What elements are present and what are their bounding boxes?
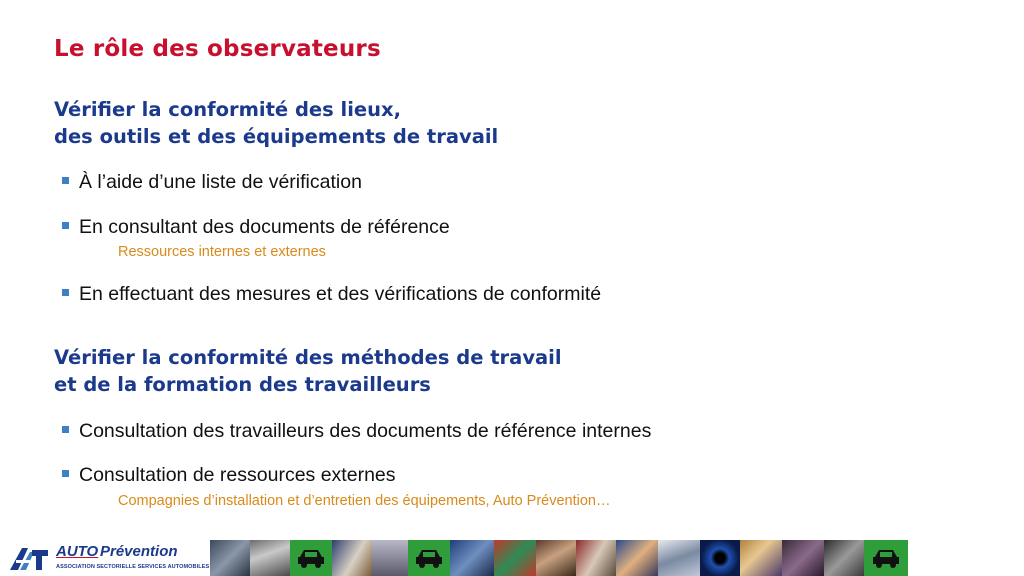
- car-icon: [871, 547, 901, 569]
- slide-title: Le rôle des observateurs: [54, 36, 381, 62]
- bullet-item: [62, 171, 362, 194]
- bullet-note: Ressources internes et externes: [118, 244, 326, 260]
- car-icon-tile: [864, 540, 908, 576]
- bullet-square-icon: [62, 222, 69, 229]
- car-icon-tile: [408, 540, 450, 576]
- bullet-text: En effectuant des mesures et des vérifications de conformité: [79, 283, 602, 305]
- tire-photo: [824, 540, 864, 576]
- bullet-item: [62, 420, 651, 443]
- bullet-square-icon: [62, 289, 69, 296]
- crowd-photo: [740, 540, 782, 576]
- eye-photo: [700, 540, 740, 576]
- logo-mark-icon: [8, 544, 52, 572]
- section-heading-2-line-1: Vérifier la conformité des méthodes de travail: [54, 346, 562, 369]
- worker-photo: [332, 540, 372, 576]
- bullet-note: Compagnies d’installation et d’entretien des équipements, Auto Prévention…: [118, 493, 611, 509]
- bullet-item: [62, 216, 450, 239]
- car-icon-tile: [290, 540, 332, 576]
- worker-photo: [616, 540, 658, 576]
- tools-photo: [372, 540, 408, 576]
- glove-photo: [494, 540, 536, 576]
- tire-photo: [782, 540, 824, 576]
- car-icon: [414, 547, 444, 569]
- bullet-text: À l’aide d’une liste de vérification: [79, 171, 362, 193]
- bullet-item: [62, 283, 601, 306]
- logo-tagline: ASSOCIATION SECTORIELLE SERVICES AUTOMOBILES: [56, 564, 210, 570]
- bullet-item: [62, 464, 396, 487]
- auto-prevention-logo: [6, 540, 210, 576]
- bullet-text: Consultation des travailleurs des documents de référence internes: [79, 420, 652, 442]
- section-heading-2: [54, 344, 562, 398]
- engine-photo: [250, 540, 290, 576]
- car-icon: [296, 547, 326, 569]
- logo-auto-text: AUTO: [56, 543, 99, 560]
- shop-photo: [536, 540, 576, 576]
- bullet-square-icon: [62, 470, 69, 477]
- section-heading-2-line-2: et de la formation des travailleurs: [54, 373, 431, 396]
- section-heading-1-line-2: des outils et des équipements de travail: [54, 125, 499, 148]
- section-heading-1-line-1: Vérifier la conformité des lieux,: [54, 98, 401, 121]
- mechanic-photo: [450, 540, 494, 576]
- bullet-square-icon: [62, 177, 69, 184]
- section-heading-1: [54, 96, 498, 150]
- photo-strip: [210, 540, 1024, 576]
- bullet-square-icon: [62, 426, 69, 433]
- bullet-text: En consultant des documents de référence: [79, 216, 450, 238]
- lab-photo: [658, 540, 700, 576]
- garage-photo: [210, 540, 250, 576]
- parts-photo: [576, 540, 616, 576]
- logo-prevention-text: Prévention: [100, 543, 178, 560]
- bullet-text: Consultation de ressources externes: [79, 464, 396, 486]
